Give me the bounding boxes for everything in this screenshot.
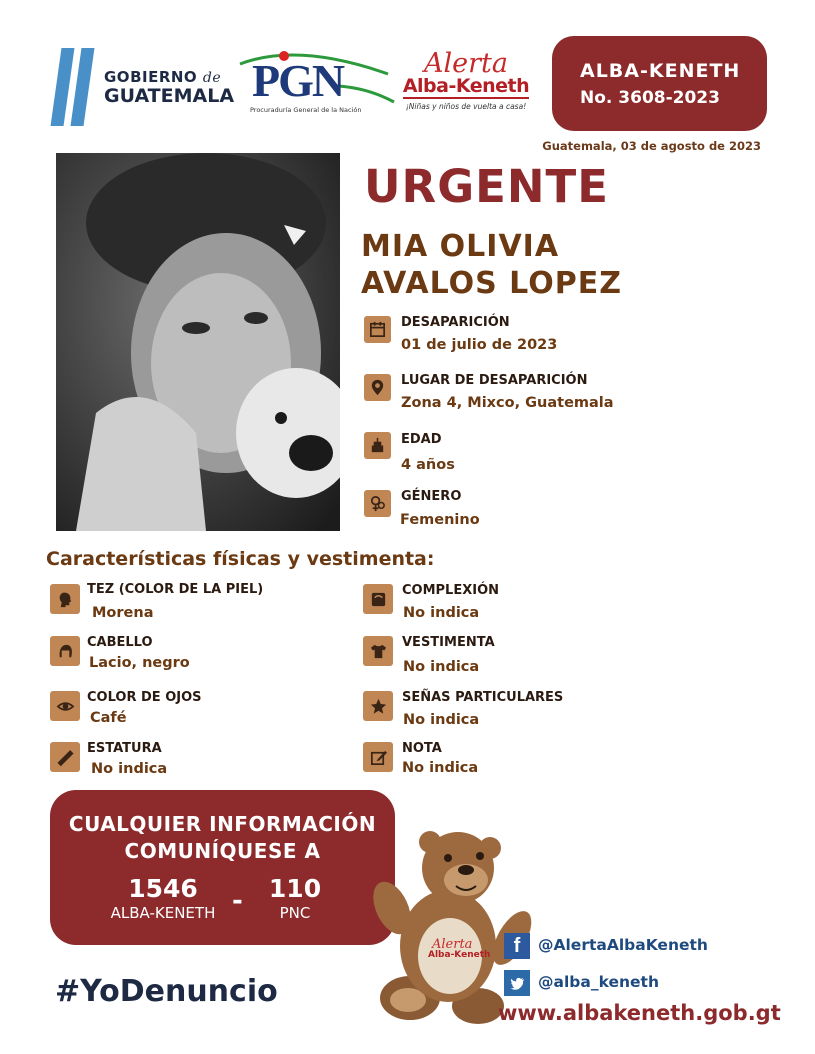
- calendar-icon: [364, 316, 391, 343]
- hair-label: CABELLO: [87, 635, 153, 650]
- mascot-bear-icon: [370, 828, 540, 1028]
- height-value: No indica: [91, 761, 168, 777]
- facebook-handle[interactable]: @AlertaAlbaKeneth: [538, 936, 708, 954]
- mascot-badge-line1: Alerta: [432, 937, 473, 952]
- publication-date: Guatemala, 03 de agosto de 2023: [542, 139, 761, 153]
- phone-separator: -: [232, 886, 243, 916]
- scale-icon: [363, 584, 393, 614]
- distinguishing-marks-label: SEÑAS PARTICULARES: [402, 690, 564, 705]
- website-link[interactable]: www.albakeneth.gob.gt: [498, 1001, 781, 1025]
- pnc-phone-label: PNC: [279, 904, 311, 922]
- pgn-letters: PGN: [252, 55, 344, 106]
- disappearance-date-value: 01 de julio de 2023: [401, 337, 558, 353]
- eye-color-value: Café: [90, 710, 127, 726]
- hair-icon: [50, 636, 80, 666]
- birthday-cake-icon: [364, 432, 391, 459]
- pnc-phone: 110: [268, 874, 322, 903]
- note-label: NOTA: [402, 741, 442, 756]
- gov-line2: GUATEMALA: [104, 85, 235, 107]
- hair-value: Lacio, negro: [89, 655, 190, 671]
- disappearance-place-value: Zona 4, Mixco, Guatemala: [401, 395, 614, 411]
- age-label: EDAD: [401, 432, 442, 447]
- gender-label: GÉNERO: [401, 489, 462, 504]
- alerta-logo: [396, 50, 536, 120]
- case-code-number: No. 3608-2023: [580, 88, 720, 108]
- height-label: ESTATURA: [87, 741, 162, 756]
- alba-keneth-phone-label: ALBA-KENETH: [110, 904, 216, 922]
- gender-icon: [364, 490, 391, 517]
- skin-tone-label: TEZ (COLOR DE LA PIEL): [87, 582, 264, 597]
- gov-de: de: [202, 70, 222, 86]
- characteristics-title: Características físicas y vestimenta:: [46, 548, 435, 570]
- distinguishing-marks-value: No indica: [403, 712, 480, 728]
- disappearance-place-label: LUGAR DE DESAPARICIÓN: [401, 373, 588, 388]
- star-icon: [363, 691, 393, 721]
- twitter-icon[interactable]: [504, 970, 530, 996]
- alerta-tagline: ¡Niñas y niños de vuelta a casa!: [405, 101, 527, 111]
- contact-line2: COMUNÍQUESE A: [124, 839, 321, 863]
- missing-child-photo: [56, 153, 340, 531]
- missing-person-last-name: AVALOS LOPEZ: [361, 266, 622, 301]
- mascot-badge-line2: Alba-Keneth: [428, 950, 491, 960]
- gender-value: Femenino: [400, 512, 480, 528]
- build-label: COMPLEXIÓN: [402, 583, 500, 598]
- skin-tone-value: Morena: [92, 605, 154, 621]
- government-logo-text: [104, 70, 234, 106]
- facebook-icon[interactable]: f: [504, 933, 530, 959]
- gov-line1: GOBIERNO: [104, 68, 198, 86]
- hashtag: #YoDenuncio: [55, 974, 278, 1009]
- disappearance-date-label: DESAPARICIÓN: [401, 315, 510, 330]
- urgent-heading: URGENTE: [364, 160, 609, 213]
- clothing-value: No indica: [403, 659, 480, 675]
- alba-keneth-phone: 1546: [128, 874, 198, 903]
- alerta-logo-line2: Alba-Keneth: [402, 75, 530, 97]
- note-value: No indica: [402, 760, 479, 776]
- location-pin-icon: [364, 374, 391, 401]
- contact-line1: CUALQUIER INFORMACIÓN: [68, 812, 377, 836]
- head-profile-icon: [50, 584, 80, 614]
- shirt-icon: [363, 636, 393, 666]
- case-code-title: ALBA-KENETH: [580, 60, 741, 82]
- pgn-logo: [238, 46, 398, 118]
- ruler-icon: [50, 742, 80, 772]
- clothing-label: VESTIMENTA: [402, 635, 495, 650]
- missing-person-first-name: MIA OLIVIA: [361, 229, 560, 264]
- government-logo-bars: [52, 48, 94, 126]
- case-code-badge: [552, 36, 767, 131]
- build-value: No indica: [403, 605, 480, 621]
- eye-icon: [50, 691, 80, 721]
- contact-info-box: [50, 790, 395, 945]
- alerta-logo-line1: Alerta: [424, 48, 508, 79]
- twitter-handle[interactable]: @alba_keneth: [538, 973, 659, 991]
- age-value: 4 años: [401, 457, 455, 473]
- pgn-subtitle: Procuraduría General de la Nación: [250, 106, 362, 114]
- eye-color-label: COLOR DE OJOS: [87, 690, 202, 705]
- note-edit-icon: [363, 742, 393, 772]
